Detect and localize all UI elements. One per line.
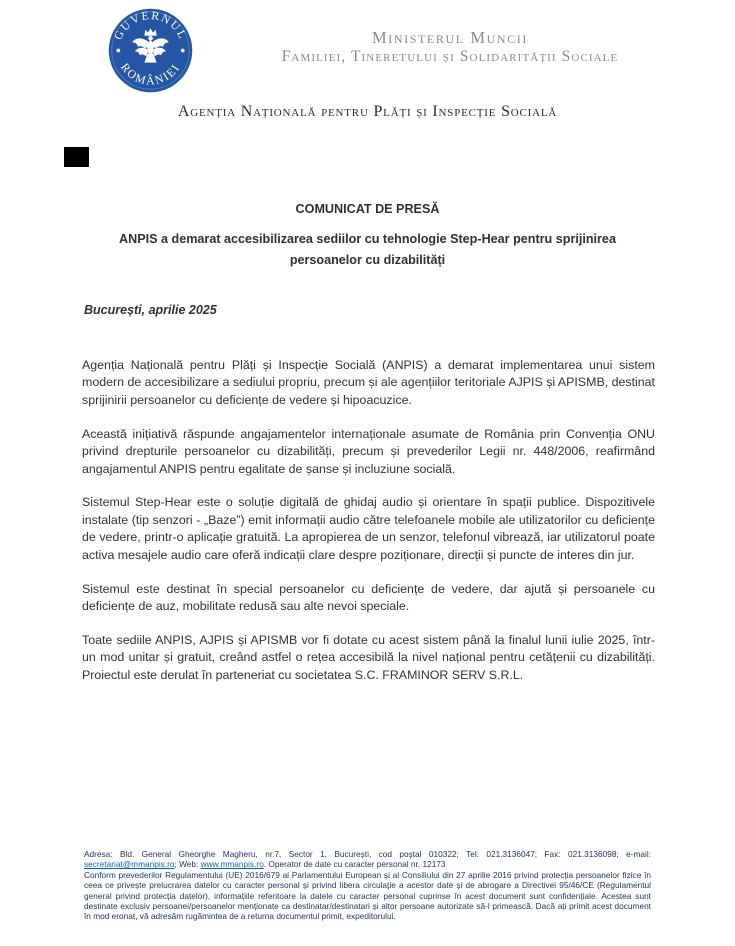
logo-bottom-arc-text: României (118, 60, 183, 88)
email-link[interactable]: secretariat@mmanpis.ro (84, 859, 175, 870)
paragraph-initiative: Această inițiativă răspunde angajamentelor internaționale asumate de România prin Convenția ONU privind drepturile persoanelor cu dizabilități, precum și prevederilor Legii nr. 448/2006, reafirmând angajamentul ANPIS pentru egalitate de șanse și incluziune socială. (82, 426, 655, 476)
document-footer (84, 849, 651, 922)
web-label: ; Web: (174, 859, 201, 870)
document-title (85, 229, 650, 271)
logo-top-arc-text: Guvernul (111, 8, 190, 43)
press-release-label: COMUNICAT DE PRESĂ (295, 202, 440, 216)
paragraph-step-hear-system: Sistemul Step-Hear este o soluție digitală de ghidaj audio și orientare în spații publice. Dispozitivele instalate (tip senzori - „Baze”) emit informații audio către telefoanele mobile ale utilizatorilor cu deficiențe de vedere, printr-o aplicație gratuită. La apropierea de un senzor, telefonul vibrează, iar utilizatorul poate activa mesajele audio care oferă indicații clare despre poziționare, direcții și puncte de interes din jur. (82, 495, 655, 562)
ministry-name-line1: Ministerul Muncii (372, 28, 528, 47)
dateline: București, aprilie 2025 (84, 303, 217, 317)
document-title-line2: persoanelor cu dizabilități (289, 253, 446, 267)
contact-line (84, 849, 651, 870)
ministry-header (165, 28, 735, 66)
agency-title: Agenția Națională pentru Plăți și Inspecție Socială (177, 103, 558, 120)
address-text: Adresa: Bld. General Gheorghe Magheru, nr.7, Sector 1, București, cod poștal 010322; Tel: 021.3136047; Fax: 021.3136098; e-mail: (84, 849, 651, 859)
document-title-line1: ANPIS a demarat accesibilizarea sediilor cu tehnologie Step-Hear pentru sprijinirea (119, 232, 616, 246)
website-link[interactable]: www.mmanpis.ro (200, 859, 264, 870)
logo-left-dot (116, 49, 120, 53)
paragraph-target-users: Sistemul este destinat în special persoanelor cu deficiențe de vedere, dar ajută și persoanele cu deficiențe de auz, mobilitate redusă sau alte nevoi speciale. (82, 581, 655, 613)
operator-text: . Operator de date cu caracter personal nr. 12173 (263, 859, 446, 870)
paragraph-intro: Agenția Națională pentru Plăți și Inspecție Socială (ANPIS) a demarat implementarea unui sistem modern de accesibilizare a sediului propriu, precum și ale agențiilor teritoriale AJPIS și APISMB, destinat sprijinirii persoanelor cu deficiențe de vedere și hipoacuzice. (82, 358, 655, 407)
body-text (82, 357, 655, 701)
ministry-name-line2: Familiei, Tineretului și Solidarității Sociale (281, 48, 619, 65)
image-placeholder (64, 147, 89, 167)
paragraph-rollout: Toate sediile ANPIS, AJPIS și APISMB vor fi dotate cu acest sistem până la finalul lunii iulie 2025, într-un mod unitar și gratuit, creând astfel o rețea accesibilă la nivel național pentru cetățenii cu dizabilități. Proiectul este derulat în parteneriat cu societatea S.C. FRAMINOR SERV S.R.L. (82, 632, 655, 682)
gdpr-notice: Conform prevederilor Regulamentului (UE) 2016/679 al Parlamentului European și al Consiliului din 27 aprilie 2016 privind protecția persoanelor fizice în ceea ce privește prelucrarea datelor cu caracter personal și privind libera circulație a acestor date și de abrogare a Directivei 95/46/CE (Regulamentul general privind protecția datelor), informațiile referitoare la datele cu caracter personal cuprinse în acest document sunt confidențiale. Acestea sunt destinate exclusiv persoanei/persoanelor menționate ca destinatar/destinatari și altor persoane autorizate să-l primească. Dacă ați primit acest document în mod eronat, vă adresăm rugămintea de a returna documentul primit, expeditorului. (84, 869, 651, 922)
